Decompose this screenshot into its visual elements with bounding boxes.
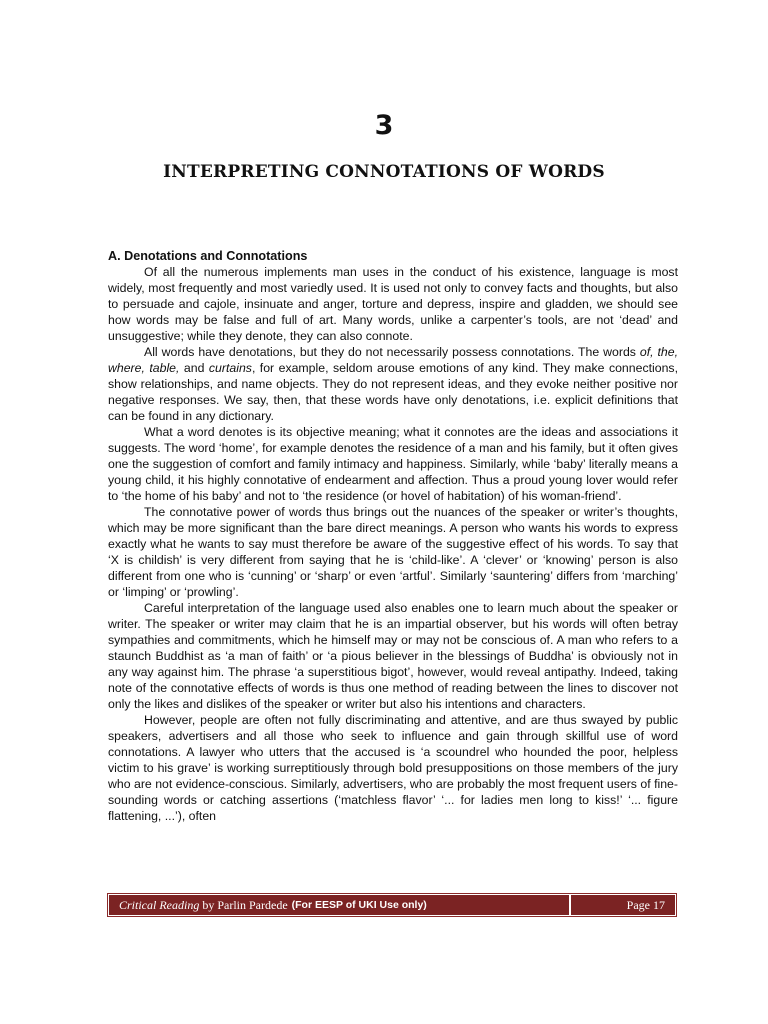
paragraph-2-text-3: , for example, seldom arouse emotions of any kind. They make connections, show relationships, and name objects. They do not represent ideas, and they evoke neither positive nor negative responses. We say, then, that these words have only denotations, i.e. explicit definitions that can be found in any dictionary. (108, 361, 678, 423)
paragraph-2-text-1: All words have denotations, but they do not necessarily possess connotations. The words (144, 345, 640, 359)
paragraph-2-example-words: of, the, where, table, (108, 345, 678, 375)
chapter-number: 3 (374, 110, 394, 141)
body-text (108, 248, 678, 824)
footer-book-title: Critical Reading (119, 897, 200, 912)
footer-usage-note: (For EESP of UKI Use only) (291, 899, 427, 911)
paragraph-4: The connotative power of words thus brings out the nuances of the speaker or writer’s thoughts, which may be more significant than the bare direct meanings. A person who wants his words to express exactly what he wants to say must therefore be aware of the suggestive effect of his words. To say that ‘X is childish’ is very different from saying that he is ‘child-like’. A ‘clever’ or ‘knowing’ person is also different from one who is ‘cunning’ or ‘sharp’ or even ‘artful’. Similarly ‘sauntering’ differs from ‘marching’ or ‘limping’ or ‘prowling’. (108, 505, 678, 599)
page-footer (107, 893, 677, 917)
paragraph-6: However, people are often not fully discriminating and attentive, and are thus swayed by public speakers, advertisers and all those who seek to influence and gain through skillful use of word connotations. A lawyer who utters that the accused is ‘a scoundrel who hounded the poor, helpless victim to his grave’ is working surreptitiously through bold presuppositions on those members of the jury who are not evidence-conscious. Similarly, advertisers, who are probably the most frequent users of fine-sounding words or catching assertions (‘matchless flavor’ ‘... for ladies men long to kiss!’ ‘... figure flattening, ...’), often (108, 713, 678, 823)
page-number: Page 17 (571, 895, 675, 915)
footer-author: by Parlin Pardede (202, 897, 288, 912)
paragraph-5: Careful interpretation of the language used also enables one to learn much about the speaker or writer. The speaker or writer may claim that he is an impartial observer, but his words will often betray sympathies and commitments, which he himself may or may not be conscious of. A man who refers to a staunch Buddhist as ‘a man of faith’ or ‘a pious believer in the blessings of Buddha’ is obviously not in any way against him. The phrase ‘a superstitious bigot’, however, would reveal antipathy. Indeed, taking note of the connotative effects of words is thus one method of reading between the lines to discover not only the likes and dislikes of the speaker or writer but also his intentions and characters. (108, 601, 678, 711)
paragraph-2 (108, 344, 678, 424)
paragraph-2-text-2: and (179, 361, 209, 375)
section-heading: A. Denotations and Connotations (108, 249, 308, 263)
footer-credit (109, 895, 569, 915)
paragraph-1: Of all the numerous implements man uses in the conduct of his existence, language is most widely, most frequently and most variedly used. It is used not only to convey facts and thoughts, but also to persuade and cajole, insinuate and anger, torture and depress, inspire and gladden, we should see how words may be false and full of art. Many words, unlike a carpenter’s tools, are not ‘dead’ and unsuggestive; while they denote, they can also connote. (108, 265, 678, 343)
paragraph-3: What a word denotes is its objective meaning; what it connotes are the ideas and associations it suggests. The word ‘home’, for example denotes the residence of a man and his family, but it often gives one the suggestion of comfort and family intimacy and happiness. Similarly, while ‘baby’ literally means a young child, it his highly connotative of endearment and affection. Thus a proud young lover would refer to ‘the home of his baby’ and not to ‘the residence (or hovel of habitation) of his woman-friend’. (108, 425, 678, 503)
chapter-title: INTERPRETING CONNOTATIONS OF WORDS (163, 162, 605, 182)
paragraph-2-example-word-curtains: curtains (208, 361, 252, 375)
